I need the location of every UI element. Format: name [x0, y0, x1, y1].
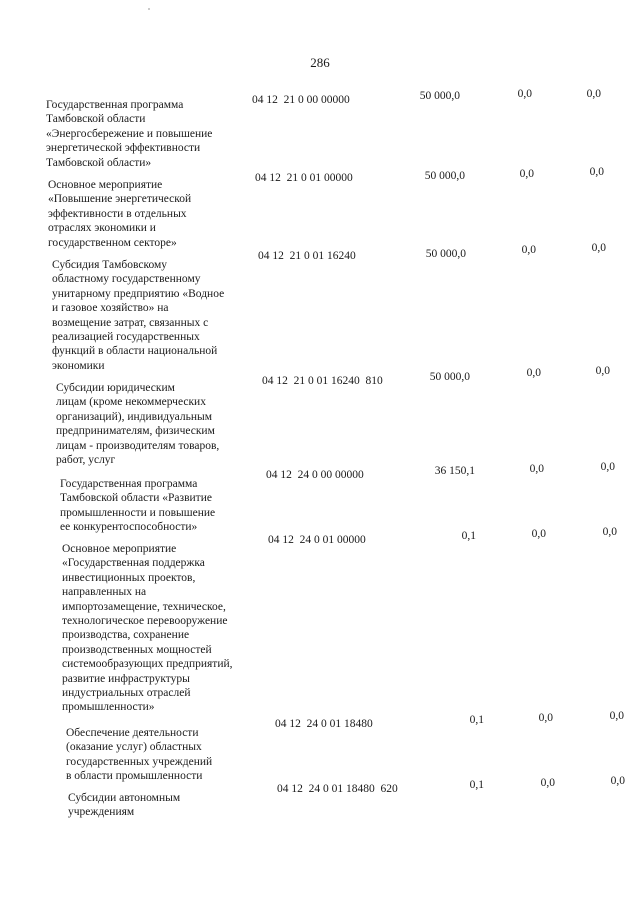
row-name: Субсидия Тамбовскому областному государственному унитарному предприятию «Водное и газовое хозяйство» на возмещение затрат, связанных с реализацией государственных функций в области национальной экономики [52, 259, 225, 372]
row-value-1: 50 000,0 [425, 248, 466, 260]
row-value-2: 0,0 [540, 777, 555, 789]
row-value-1: 0,1 [469, 779, 484, 791]
row-code: 04 12 24 0 01 00000 [268, 534, 366, 546]
row-value-2: 0,0 [526, 367, 541, 379]
row-code: 04 12 21 0 01 16240 810 [262, 375, 383, 387]
row-value-2: 0,0 [529, 463, 544, 475]
row-code: 04 12 24 0 01 18480 [275, 718, 373, 730]
row-value-3: 0,0 [591, 242, 606, 254]
row-value-1: 36 150,1 [434, 465, 475, 477]
row-value-2: 0,0 [521, 244, 536, 256]
row-name: Субсидии автономным учреждениям [68, 792, 181, 819]
row-value-2: 0,0 [519, 168, 534, 180]
row-value-2: 0,0 [538, 712, 553, 724]
row-code: 04 12 24 0 01 18480 620 [277, 783, 398, 795]
scan-speck [148, 8, 150, 10]
row-code: 04 12 21 0 00 00000 [252, 94, 350, 106]
row-value-3: 0,0 [600, 461, 615, 473]
row-name: Субсидии юридическим лицам (кроме некоммерческих организаций), индивидуальным предпринимателям, физическим лицам - производителям товаров, работ, услуг [56, 382, 220, 467]
row-value-3: 0,0 [610, 775, 625, 787]
row-code: 04 12 24 0 00 00000 [266, 469, 364, 481]
row-value-3: 0,0 [595, 365, 610, 377]
page-number: 286 [310, 55, 330, 70]
row-name: Государственная программа Тамбовской области «Развитие промышленности и повышение ее конкурентоспособности» [60, 478, 216, 534]
row-value-3: 0,0 [602, 526, 617, 538]
row-value-2: 0,0 [531, 528, 546, 540]
row-value-1: 50 000,0 [419, 90, 460, 102]
row-name: Государственная программа Тамбовской области «Энергосбережение и повышение энергетической эффективности Тамбовской области» [46, 99, 213, 169]
row-code: 04 12 21 0 01 00000 [255, 172, 353, 184]
row-value-2: 0,0 [517, 88, 532, 100]
row-name: Основное мероприятие «Государственная поддержка инвестиционных проектов, направленных на импортозамещение, техническое, технологическое перевооружение производства, сохранение производственных мощностей системообразующих предприятий, развитие инфраструктуры индустриальных отраслей промышленности» [62, 543, 233, 714]
row-value-1: 0,1 [469, 714, 484, 726]
row-value-3: 0,0 [609, 710, 624, 722]
row-value-3: 0,0 [586, 88, 601, 100]
row-value-1: 50 000,0 [424, 170, 465, 182]
row-code: 04 12 21 0 01 16240 [258, 250, 356, 262]
row-value-1: 0,1 [461, 530, 476, 542]
row-value-3: 0,0 [589, 166, 604, 178]
row-value-1: 50 000,0 [429, 371, 470, 383]
row-name: Основное мероприятие «Повышение энергетической эффективности в отдельных отраслях экономики и государственном секторе» [48, 179, 192, 249]
row-name: Обеспечение деятельности (оказание услуг) областных государственных учреждений в области промышленности [66, 727, 213, 783]
